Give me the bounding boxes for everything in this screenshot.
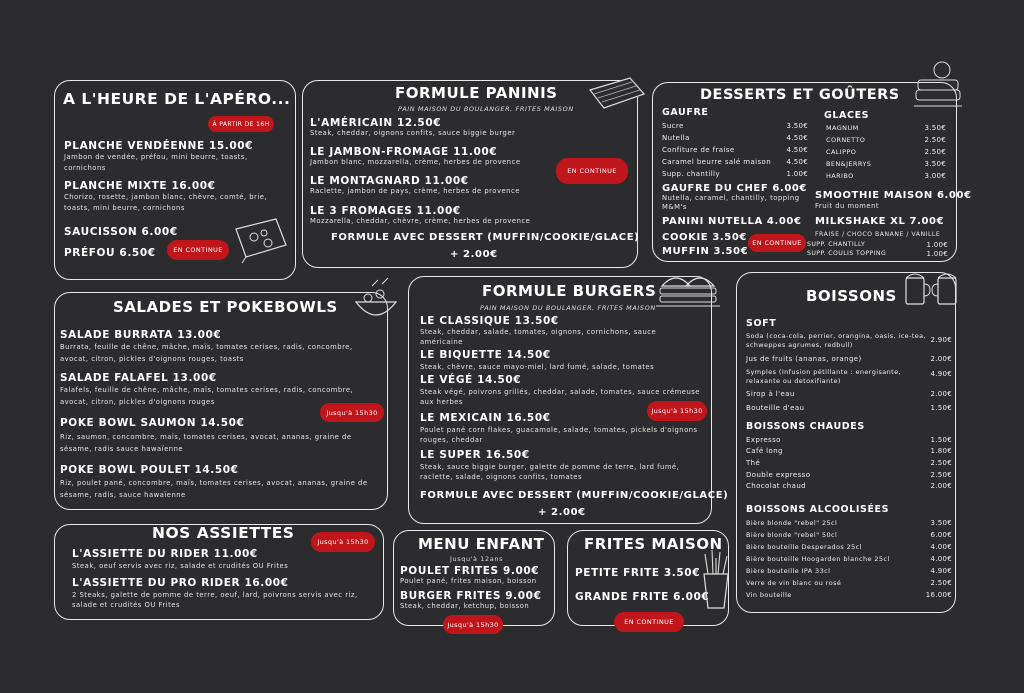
milkshake-desc: FRAISE / CHOCO BANANE / VANILLE: [815, 231, 941, 238]
paninis-item-desc: Steak, cheddar, oignons confits, sauce biggie burger: [310, 129, 516, 137]
apero-item-desc: Jambon de vendée, préfou, mini beurre, toasts, cornichons: [64, 153, 248, 172]
apero-item-name: PLANCHE MIXTE 16.00€: [64, 180, 216, 192]
salade-item-desc: Riz, poulet pané, concombre, maïs, tomates cerises, avocat, ananas, graine de sésame, radis, sauce hawaïenne: [60, 479, 368, 499]
smoothie: SMOOTHIE MAISON 6.00€: [815, 190, 972, 201]
glace-price: 3.50€: [924, 160, 946, 168]
apero-badge: À PARTIR DE 16H: [208, 116, 274, 132]
boisson-item: Bière bouteille Desperados 25cl: [746, 543, 862, 551]
salad-bowl-icon: [352, 276, 400, 326]
paninis-title: FORMULE PANINIS: [395, 84, 558, 102]
muffin: MUFFIN 3.50€: [662, 246, 749, 257]
boisson-price: 4.90€: [930, 370, 952, 378]
frites-item: PETITE FRITE 3.50€: [575, 567, 701, 579]
apero-item-name: PLANCHE VENDÉENNE 15.00€: [64, 140, 254, 152]
boisson-price: 4.00€: [930, 555, 952, 563]
supp-price: 1.00€: [926, 241, 948, 249]
supp-item: SUPP. COULIS TOPPING: [807, 250, 887, 257]
gaufre-item: Confiture de fraise: [662, 146, 735, 154]
boisson-price: 2.00€: [930, 355, 952, 363]
boissons-section-title: BOISSONS ALCOOLISÉES: [746, 504, 890, 515]
dessert-stack-icon: [910, 56, 966, 112]
enfant-item-desc: Poulet pané, frites maison, boisson: [400, 577, 537, 585]
gaufre-price: 4.50€: [786, 134, 808, 142]
glace-item: CORNETTO: [826, 136, 866, 144]
frites-cta: EN CONTINUE: [614, 612, 684, 632]
enfant-item-name: BURGER FRITES 9.00€: [400, 590, 542, 602]
gaufre-price: 4.50€: [786, 158, 808, 166]
gaufre-item: Caramel beurre salé maison: [662, 158, 772, 166]
glace-item: BEN&JERRYS: [826, 160, 872, 168]
enfant-item-name: POULET FRITES 9.00€: [400, 565, 540, 577]
glace-item: MAGNUM: [826, 124, 859, 132]
boisson-price: 3.50€: [930, 519, 952, 527]
boisson-item: Jus de fruits (ananas, orange): [746, 355, 862, 363]
salades-title: SALADES ET POKEBOWLS: [113, 298, 338, 316]
boisson-item: Bière blonde "rebel" 25cl: [746, 519, 838, 527]
boisson-price: 4.00€: [930, 543, 952, 551]
salade-item-name: POKE BOWL SAUMON 14.50€: [60, 417, 245, 429]
salade-item-name: SALADE FALAFEL 13.00€: [60, 372, 217, 384]
glace-price: 2.50€: [924, 136, 946, 144]
paninis-item-name: L'AMÉRICAIN 12.50€: [310, 117, 442, 129]
apero-item-name: SAUCISSON 6.00€: [64, 226, 178, 238]
assiettes-title: NOS ASSIETTES: [152, 524, 295, 542]
boisson-item: Chocolat chaud: [746, 482, 806, 490]
paninis-item-desc: Jambon blanc, mozzarella, crème, herbes de provence: [310, 158, 521, 166]
burger-item-name: LE CLASSIQUE 13.50€: [420, 315, 559, 327]
burger-icon: [654, 266, 722, 310]
gaufre-price: 4.50€: [786, 146, 808, 154]
gaufre-item: Sucre: [662, 122, 684, 130]
supp-item: SUPP. CHANTILLY: [807, 241, 866, 248]
glace-price: 3.50€: [924, 124, 946, 132]
boisson-item: Symples (Infusion pétillante : energisante, relaxante ou detoxifiante): [746, 368, 901, 385]
boissons-section-title: BOISSONS CHAUDES: [746, 421, 865, 432]
panini-icon: [586, 72, 648, 114]
paninis-item-desc: Mozzarella, cheddar, chèvre, crème, herbes de provence: [310, 217, 531, 225]
burger-item-desc: Poulet pané corn flakes, guacamole, salade, tomates, pickels d'oignons rouges, cheddar: [420, 426, 698, 444]
burgers-formule: FORMULE AVEC DESSERT (MUFFIN/COOKIE/GLACE): [420, 490, 729, 501]
paninis-subtitle: PAIN MAISON DU BOULANGER, FRITES MAISON: [398, 105, 574, 113]
boisson-price: 2.50€: [930, 579, 952, 587]
salade-item-name: SALADE BURRATA 13.00€: [60, 329, 222, 341]
fries-icon: [696, 548, 736, 612]
assiette-item-name: L'ASSIETTE DU PRO RIDER 16.00€: [72, 577, 289, 589]
burger-item-name: LE SUPER 16.50€: [420, 449, 530, 461]
smoothie-desc: Fruit du moment: [815, 202, 880, 210]
boisson-item: Café long: [746, 447, 783, 455]
assiette-item-name: L'ASSIETTE DU RIDER 11.00€: [72, 548, 258, 560]
milkshake: MILKSHAKE XL 7.00€: [815, 216, 945, 227]
boisson-item: Vin bouteille: [746, 591, 792, 599]
apero-title: A L'HEURE DE L'APÉRO...: [63, 90, 291, 108]
burger-item-desc: Steak, cheddar, salade, tomates, oignons, cornichons, sauce américaine: [420, 328, 657, 346]
frites-item: GRANDE FRITE 6.00€: [575, 591, 710, 603]
desserts-title: DESSERTS ET GOÛTERS: [700, 87, 900, 103]
boisson-item: Expresso: [746, 436, 781, 444]
boisson-price: 2.90€: [930, 336, 952, 344]
boisson-item: Sirop à l'eau: [746, 390, 795, 398]
beer-mugs-icon: [902, 268, 964, 308]
gaufre-chef: GAUFRE DU CHEF 6.00€: [662, 183, 807, 194]
burger-item-name: LE VÉGÉ 14.50€: [420, 374, 522, 386]
boisson-price: 2.00€: [930, 390, 952, 398]
burger-item-name: LE BIQUETTE 14.50€: [420, 349, 551, 361]
desserts-cta: EN CONTINUE: [748, 234, 806, 252]
cookie: COOKIE 3.50€: [662, 232, 747, 243]
boisson-price: 2.00€: [930, 482, 952, 490]
boisson-price: 4.90€: [930, 567, 952, 575]
boissons-title: BOISSONS: [806, 287, 897, 305]
panini-nutella: PANINI NUTELLA 4.00€: [662, 216, 802, 227]
burgers-formule-price: + 2.00€: [538, 507, 586, 518]
paninis-item-name: LE JAMBON-FROMAGE 11.00€: [310, 146, 498, 158]
gaufre-title: GAUFRE: [662, 107, 709, 118]
enfant-subtitle: Jusqu'à 12ans: [450, 555, 504, 563]
supp-price: 1.00€: [926, 250, 948, 258]
charcuterie-board-icon: [232, 215, 290, 265]
paninis-formule-price: + 2.00€: [450, 249, 498, 260]
boisson-price: 2.50€: [930, 459, 952, 467]
paninis-cta: EN CONTINUE: [556, 158, 628, 184]
salade-item-name: POKE BOWL POULET 14.50€: [60, 464, 239, 476]
enfant-badge: Jusqu'à 15h30: [443, 615, 503, 634]
apero-item-name: PRÉFOU 6.50€: [64, 247, 156, 259]
burger-item-desc: Steak, chèvre, sauce mayo-miel, lard fumé, salade, tomates: [420, 363, 655, 371]
glace-price: 2.50€: [924, 148, 946, 156]
burgers-subtitle: PAIN MAISON DU BOULANGER, FRITES MAISON: [480, 304, 656, 312]
salades-badge: Jusqu'à 15h30: [320, 403, 384, 422]
boisson-price: 6.00€: [930, 531, 952, 539]
boisson-price: 16.00€: [925, 591, 952, 599]
apero-item-desc: Chorizo, rosette, jambon blanc, chèvre, comté, brie, toasts, mini beurre, cornichons: [64, 193, 268, 212]
assiette-item-desc: Steak, oeuf servis avec riz, salade et crudités OU Frites: [72, 562, 289, 570]
salade-item-desc: Riz, saumon, concombre, maïs, tomates cerises, avocat, ananas, graine de sésame, radis sauce hawaïenne: [60, 433, 352, 453]
boisson-price: 1.80€: [930, 447, 952, 455]
gaufre-item: Supp. chantilly: [662, 170, 720, 178]
boisson-price: 2.50€: [930, 471, 952, 479]
boissons-section-title: SOFT: [746, 318, 777, 329]
gaufre-item: Nutella: [662, 134, 690, 142]
assiettes-badge: Jusqu'à 15h30: [311, 532, 375, 552]
apero-cta: EN CONTINUE: [167, 240, 229, 260]
burger-item-desc: Steak végé, poivrons grillés, cheddar, salade, tomates, sauce crémeuse aux herbes: [420, 388, 700, 406]
gaufre-chef-desc: Nutella, caramel, chantilly, topping M&M's: [662, 194, 800, 211]
boisson-item: Bière bouteille IPA 33cl: [746, 567, 831, 575]
salade-item-desc: Burrata, feuille de chêne, mâche, maïs, tomates cerises, radis, concombre, avocat, citron, pickles d'oignons rouges, toasts: [60, 343, 353, 363]
gaufre-price: 1.00€: [786, 170, 808, 178]
boisson-item: Bouteille d'eau: [746, 404, 805, 412]
burger-item-name: LE MEXICAIN 16.50€: [420, 412, 551, 424]
paninis-item-name: LE MONTAGNARD 11.00€: [310, 175, 469, 187]
paninis-item-name: LE 3 FROMAGES 11.00€: [310, 205, 461, 217]
frites-title: FRITES MAISON: [584, 535, 723, 553]
glace-price: 3.00€: [924, 172, 946, 180]
burgers-title: FORMULE BURGERS: [482, 282, 657, 300]
boisson-item: Soda (coca-cola, perrier, orangina, oasis, ice-tea, schweppes agrumes, redbull): [746, 332, 927, 349]
boisson-price: 1.50€: [930, 436, 952, 444]
boisson-item: Bière bouteille Hoogarden blanche 25cl: [746, 555, 890, 563]
assiette-item-desc: 2 Steaks, galette de pomme de terre, oeuf, lard, poivrons servis avec riz, salade et crudités OU Frites: [72, 591, 358, 609]
boisson-item: Double expresso: [746, 471, 811, 479]
salade-item-desc: Falafels, feuille de chêne, mâche, maïs, tomates cerises, radis, concombre, avocat, citron, pickles d'oignons rouges: [60, 386, 354, 406]
boisson-item: Thé: [746, 459, 761, 467]
burger-item-desc: Steak, sauce biggie burger, galette de pomme de terre, lard fumé, raclette, salade, oignons confits, tomates: [420, 463, 680, 481]
boisson-item: Verre de vin blanc ou rosé: [746, 579, 842, 587]
boisson-item: Bière blonde "rebel" 50cl: [746, 531, 838, 539]
enfant-item-desc: Steak, cheddar, ketchup, boisson: [400, 602, 530, 610]
burgers-badge: Jusqu'à 15h30: [647, 401, 707, 421]
glace-item: HARIBO: [826, 172, 854, 180]
glaces-title: GLACES: [824, 110, 870, 121]
paninis-item-desc: Raclette, jambon de pays, crème, herbes de provence: [310, 187, 520, 195]
boisson-price: 1.50€: [930, 404, 952, 412]
glace-item: CALIPPO: [826, 148, 857, 156]
gaufre-price: 3.50€: [786, 122, 808, 130]
paninis-formule: FORMULE AVEC DESSERT (MUFFIN/COOKIE/GLACE): [331, 232, 640, 243]
enfant-title: MENU ENFANT: [418, 535, 545, 553]
